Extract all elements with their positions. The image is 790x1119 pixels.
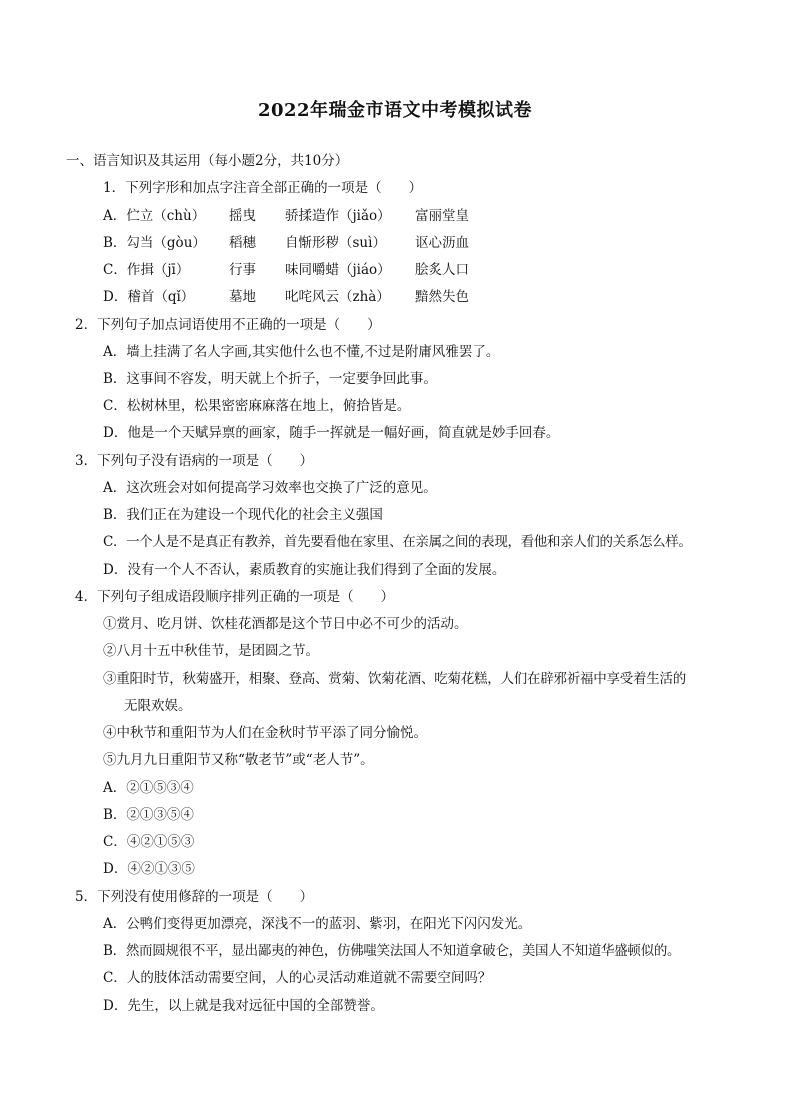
question-4-sentence-3-cont: 无限欢娱。 (124, 698, 192, 714)
question-5-stem: 5．下列没有使用修辞的一项是（ ） (75, 889, 314, 905)
question-5-option-c: C．人的肢体活动需要空间，人的心灵活动难道就不需要空间吗？ (103, 970, 492, 986)
question-3-option-b: B．我们正在为建设一个现代化的社会主义强国 (103, 507, 383, 523)
question-4-sentence-5: ⑤九月九日重阳节又称“敬老节”或“老人节”。 (103, 752, 374, 768)
question-4-sentence-3: ③重阳时节，秋菊盛开，相聚、登高、赏菊、饮菊花酒、吃菊花糕，人们在辟邪祈福中享受着生活的 (103, 671, 686, 687)
question-2-option-d: D．他是一个天赋异禀的画家，随手一挥就是一幅好画，简直就是妙手回春。 (103, 425, 560, 441)
question-4-stem: 4．下列句子组成语段顺序排列正确的一项是（ ） (75, 589, 395, 605)
question-2-option-a: A．墙上挂满了名人字画,其实他什么也不懂,不过是附庸风雅罢了。 (103, 344, 500, 360)
section-heading: 一、语言知识及其运用（每小题2分，共10分） (66, 153, 349, 169)
question-2-option-c: C．松树林里，松果密密麻麻落在地上，俯拾皆是。 (103, 398, 411, 414)
question-4-option-b: B．②①③⑤④ (103, 807, 194, 823)
question-4-option-d: D．④②①③⑤ (103, 861, 195, 877)
question-4-sentence-4: ④中秋节和重阳节为人们在金秋时节平添了同分愉悦。 (103, 725, 427, 741)
question-1-option-a: A．伫立（chù） 摇曳 骄揉造作（jiǎo） 富丽堂皇 (103, 208, 469, 224)
question-4-option-c: C．④②①⑤③ (103, 834, 195, 850)
question-4-sentence-2: ②八月十五中秋佳节，是团圆之节。 (103, 643, 319, 659)
question-2-option-b: B．这事间不容发，明天就上个折子，一定要争回此事。 (103, 371, 437, 387)
question-5-option-a: A．公鸭们变得更加漂亮，深浅不一的蓝羽、紫羽，在阳光下闪闪发光。 (103, 916, 532, 932)
page-title: 2022年瑞金市语文中考模拟试卷 (257, 100, 533, 121)
question-1-option-c: C．作揖（jī） 行事 味同嚼蜡（jiáo） 脍炙人口 (103, 262, 469, 278)
question-1-option-d: D．稽首（qǐ） 墓地 叱咤风云（zhà） 黯然失色 (103, 289, 469, 305)
question-3-stem: 3．下列句子没有语病的一项是（ ） (75, 453, 314, 469)
question-3-option-d: D．没有一个人不否认，素质教育的实施让我们得到了全面的发展。 (103, 562, 506, 578)
question-2-stem: 2．下列句子加点词语使用不正确的一项是（ ） (75, 317, 381, 333)
question-1-stem: 1．下列字形和加点字注音全部正确的一项是（ ） (103, 180, 423, 196)
question-3-option-a: A．这次班会对如何提高学习效率也交换了广泛的意见。 (103, 480, 437, 496)
question-1-option-b: B．勾当（gòu） 稻穗 自惭形秽（suì） 讴心沥血 (103, 235, 469, 251)
question-4-option-a: A．②①⑤③④ (103, 780, 194, 796)
question-3-option-c: C．一个人是不是真正有教养，首先要看他在家里、在亲属之间的表现，看他和亲人们的关系怎么样。 (103, 534, 692, 550)
question-4-sentence-1: ①赏月、吃月饼、饮桂花酒都是这个节日中必不可少的活动。 (103, 616, 468, 632)
question-5-option-b: B．然而圆规很不平，显出鄙夷的神色，仿佛嗤笑法国人不知道拿破仑，美国人不知道华盛顿似的。 (103, 943, 681, 959)
question-5-option-d: D．先生，以上就是我对远征中国的全部赞誉。 (103, 998, 384, 1014)
